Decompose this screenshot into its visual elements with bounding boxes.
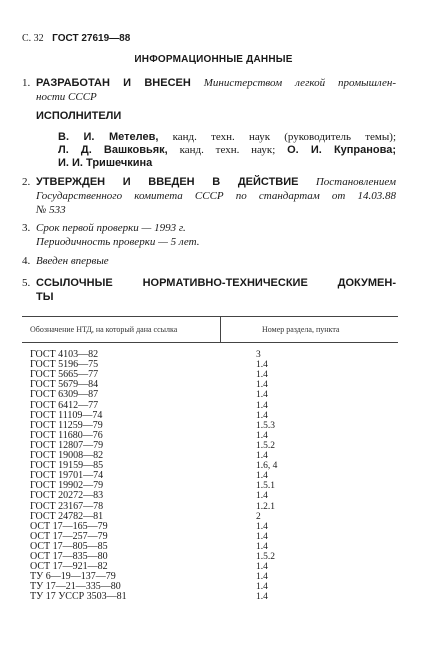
table-header-designation: Обозначение НТД, на который дана ссылка xyxy=(30,325,178,334)
executor-name: В. И. Метелев, xyxy=(58,131,159,143)
table-cell-designation: ГОСТ 20272—83 xyxy=(30,490,104,501)
table-cell-designation: ГОСТ 5679—84 xyxy=(30,379,99,390)
page-number: С. 32 xyxy=(22,33,44,44)
executor-role: канд. техн. наук; xyxy=(179,144,276,156)
table-column-divider xyxy=(220,316,221,343)
table-cell-designation: ОСТ 17—921—82 xyxy=(30,561,108,572)
table-cell-designation: ГОСТ 4103—82 xyxy=(30,349,99,360)
table-cell-designation: ОСТ 17—835—80 xyxy=(30,551,108,562)
table-cell-designation: ГОСТ 19701—74 xyxy=(30,470,104,481)
section-1-text: Министерством легкой промышлен- xyxy=(203,77,396,89)
table-cell-designation: ОСТ 17—165—79 xyxy=(30,521,108,532)
table-cell-section: 1.5.1 xyxy=(256,481,275,491)
table-cell-designation: ГОСТ 11259—79 xyxy=(30,420,103,431)
section-4-text: Введен впервые xyxy=(36,255,109,267)
section-5 xyxy=(22,276,396,304)
table-cell-section: 1.4 xyxy=(256,471,268,481)
table-cell-section: 1.4 xyxy=(256,390,268,400)
executors-heading: ИСПОЛНИТЕЛИ xyxy=(36,110,122,122)
table-cell-section: 1.4 xyxy=(256,562,268,572)
table-top-rule xyxy=(22,316,398,317)
table-cell-designation: ГОСТ 24782—81 xyxy=(30,511,104,522)
table-cell-designation: ГОСТ 19008—82 xyxy=(30,450,104,461)
section-number: 1. xyxy=(22,77,31,89)
table-cell-designation: ГОСТ 11109—74 xyxy=(30,410,103,421)
section-2-text: Постановлением xyxy=(315,176,396,188)
table-cell-section: 1.4 xyxy=(256,522,268,532)
table-cell-designation: ОСТ 17—257—79 xyxy=(30,531,108,542)
table-cell-section: 1.4 xyxy=(256,380,268,390)
table-cell-designation: ГОСТ 5196—75 xyxy=(30,359,99,370)
section-2-heading: УТВЕРЖДЕН И ВВЕДЕН В ДЕЙСТВИЕ xyxy=(36,176,299,188)
table-cell-section: 1.4 xyxy=(256,542,268,552)
standard-number: ГОСТ 27619—88 xyxy=(52,33,131,44)
table-cell-designation: ОСТ 17—805—85 xyxy=(30,541,108,552)
table-cell-designation: ГОСТ 19902—79 xyxy=(30,480,104,491)
executor-name: И. И. Тришечкина xyxy=(58,157,153,169)
section-3 xyxy=(22,221,396,249)
table-cell-section: 2 xyxy=(256,512,261,522)
table-cell-section: 1.2.1 xyxy=(256,502,275,512)
table-cell-designation: ТУ 17 УССР 3503—81 xyxy=(30,591,127,602)
table-cell-section: 1.4 xyxy=(256,592,268,602)
executors-list xyxy=(58,131,396,170)
executor-role: канд. техн. наук (руководитель темы); xyxy=(172,131,396,143)
table-cell-designation: ТУ 17—21—335—80 xyxy=(30,581,121,592)
table-header-rule xyxy=(22,342,398,343)
table-cell-section: 3 xyxy=(256,350,261,360)
executor-name: О. И. Купранова; xyxy=(287,144,397,156)
table-cell-section: 1.4 xyxy=(256,411,268,421)
section-1-text-cont: ности СССР xyxy=(36,91,97,103)
section-4 xyxy=(22,254,396,268)
table-cell-section: 1.4 xyxy=(256,431,268,441)
table-cell-designation: ГОСТ 11680—76 xyxy=(30,430,103,441)
first-check: Срок первой проверки — 1993 г. xyxy=(36,222,186,234)
table-cell-section: 1.4 xyxy=(256,370,268,380)
table-cell-section: 1.5.2 xyxy=(256,441,275,451)
section-number: 4. xyxy=(22,255,31,267)
section-number: 2. xyxy=(22,176,31,188)
table-cell-designation: ГОСТ 19159—85 xyxy=(30,460,104,471)
table-cell-designation: ГОСТ 6412—77 xyxy=(30,400,99,411)
table-cell-section: 1.4 xyxy=(256,572,268,582)
check-period: Периодичность проверки — 5 лет. xyxy=(36,236,200,248)
section-number: 3. xyxy=(22,222,31,234)
section-1-heading: РАЗРАБОТАН И ВНЕСЕН xyxy=(36,77,191,89)
table-cell-section: 1.4 xyxy=(256,360,268,370)
executor-name: Л. Д. Вашковьяк, xyxy=(58,144,168,156)
table-cell-section: 1.4 xyxy=(256,491,268,501)
table-cell-section: 1.4 xyxy=(256,532,268,542)
table-cell-designation: ГОСТ 23167—78 xyxy=(30,501,104,512)
table-cell-section: 1.4 xyxy=(256,582,268,592)
section-5-heading: ССЫЛОЧНЫЕ НОРМАТИВНО-ТЕХНИЧЕСКИЕ ДОКУМЕН- xyxy=(36,277,396,289)
section-2-number: № 533 xyxy=(36,204,66,216)
table-cell-section: 1.5.2 xyxy=(256,552,275,562)
section-1 xyxy=(22,76,396,104)
section-2 xyxy=(22,175,396,217)
section-5-heading-cont: ТЫ xyxy=(36,291,54,303)
section-number: 5. xyxy=(22,277,31,289)
table-cell-section: 1.4 xyxy=(256,451,268,461)
page-header xyxy=(22,33,130,44)
page-title: ИНФОРМАЦИОННЫЕ ДАННЫЕ xyxy=(134,54,293,65)
table-header-section: Номер раздела, пункта xyxy=(262,325,340,334)
table-cell-section: 1.5.3 xyxy=(256,421,275,431)
table-cell-section: 1.6, 4 xyxy=(256,461,278,471)
table-cell-designation: ГОСТ 12807—79 xyxy=(30,440,104,451)
table-cell-section: 1.4 xyxy=(256,401,268,411)
section-2-text-cont: Государственного комитета СССР по стандартам от 14.03.88 xyxy=(36,190,396,202)
table-cell-designation: ГОСТ 6309—87 xyxy=(30,389,99,400)
table-cell-designation: ТУ 6—19—137—79 xyxy=(30,571,116,582)
table-cell-designation: ГОСТ 5665—77 xyxy=(30,369,99,380)
